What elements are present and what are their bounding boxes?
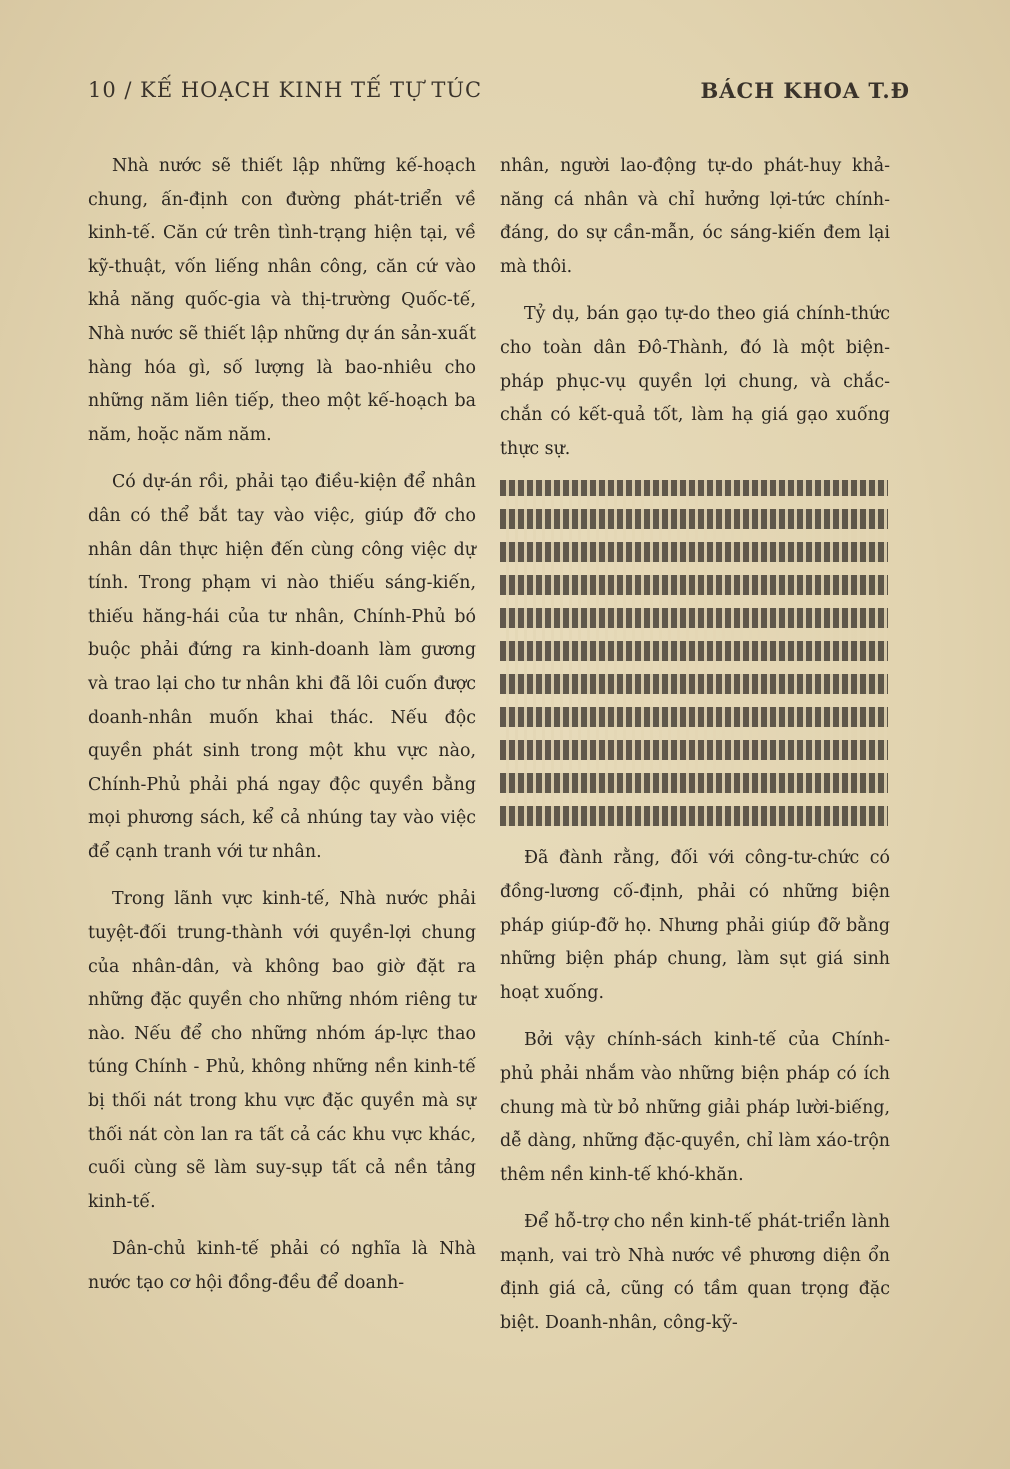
paragraph: Bởi vậy chính-sách kinh-tế của Chính-phủ phải nhắm vào những biện pháp có ích chung mà từ bỏ những giải pháp lười-biếng, dễ dàng, những đặc-quyền, chỉ làm xáo-trộn thêm nền kinh-tế khó-khăn.: [500, 1030, 890, 1185]
running-header: [88, 78, 910, 118]
left-column: [88, 150, 476, 1315]
paragraph: Có dự-án rồi, phải tạo điều-kiện để nhân dân có thể bắt tay vào việc, giúp đỡ cho nhân dân thực hiện đến cùng công việc dự tính. Trong phạm vi nào thiếu sáng-kiến, thiếu hăng-hái của tư nhân, Chính-Phủ bó buộc phải đứng ra kinh-doanh làm gương và trao lại cho tư nhân khi đã lôi cuốn được doanh-nhân muốn khai thác. Nếu độc quyền phát sinh trong một khu vực nào, Chính-Phủ phải phá ngay độc quyền bằng mọi phương sách, kể cả nhúng tay vào việc để cạnh tranh với tư nhân.: [88, 472, 476, 862]
paragraph: Trong lãnh vực kinh-tế, Nhà nước phải tuyệt-đối trung-thành với quyền-lợi chung của nhân-dân, và không bao giờ đặt ra những đặc quyền cho những nhóm riêng tư nào. Nếu để cho những nhóm áp-lực thao túng Chính - Phủ, không những nền kinh-tế bị thối nát trong khu vực đặc quyền mà sự thối nát còn lan ra tất cả các khu vực khác, cuối cùng sẽ làm suy-sụp tất cả nền tảng kinh-tế.: [88, 889, 476, 1212]
paragraph: Để hỗ-trợ cho nền kinh-tế phát-triển lành mạnh, vai trò Nhà nước về phương diện ổn định giá cả, cũng có tầm quan trọng đặc biệt. Doanh-nhân, công-kỹ-: [500, 1212, 890, 1334]
header-right: BÁCH KHOA T.Đ: [700, 78, 910, 103]
paragraph-continued: nhân, người lao-động tự-do phát-huy khả-năng cá nhân và chỉ hưởng lợi-tức chính-đáng, do sự cần-mẫn, óc sáng-kiến đem lại mà thôi.: [500, 156, 890, 277]
right-column: [500, 150, 890, 1355]
paragraph: Nhà nước sẽ thiết lập những kế-hoạch chung, ấn-định con đường phát-triển về kinh-tế. Căn cứ trên tình-trạng hiện tại, về kỹ-thuật, vốn liếng nhân công, căn cứ vào khả năng quốc-gia và thị-trường Quốc-tế, Nhà nước sẽ thiết lập những dự án sản-xuất hàng hóa gì, số lượng là bao-nhiêu cho những năm liên tiếp, theo một kế-hoạch ba năm, hoặc năm năm.: [88, 156, 476, 445]
paragraph: Tỷ dụ, bán gạo tự-do theo giá chính-thức cho toàn dân Đô-Thành, đó là một biện-pháp phục-vụ quyền lợi chung, và chắc-chắn có kết-quả tốt, làm hạ giá gạo xuống thực sự.: [500, 304, 890, 459]
paragraph: Dân-chủ kinh-tế phải có nghĩa là Nhà nước tạo cơ hội đồng-đều để doanh-: [88, 1239, 476, 1293]
header-left: 10 / KẾ HOẠCH KINH TẾ TỰ TÚC: [88, 78, 483, 102]
paragraph: Đã đành rằng, đối với công-tư-chức có đồng-lương cố-định, phải có những biện pháp giúp-đỡ họ. Nhưng phải giúp đỡ bằng những biện pháp chung, làm sụt giá sinh hoạt xuống.: [500, 848, 890, 1003]
illegible-print-block: [500, 480, 888, 826]
